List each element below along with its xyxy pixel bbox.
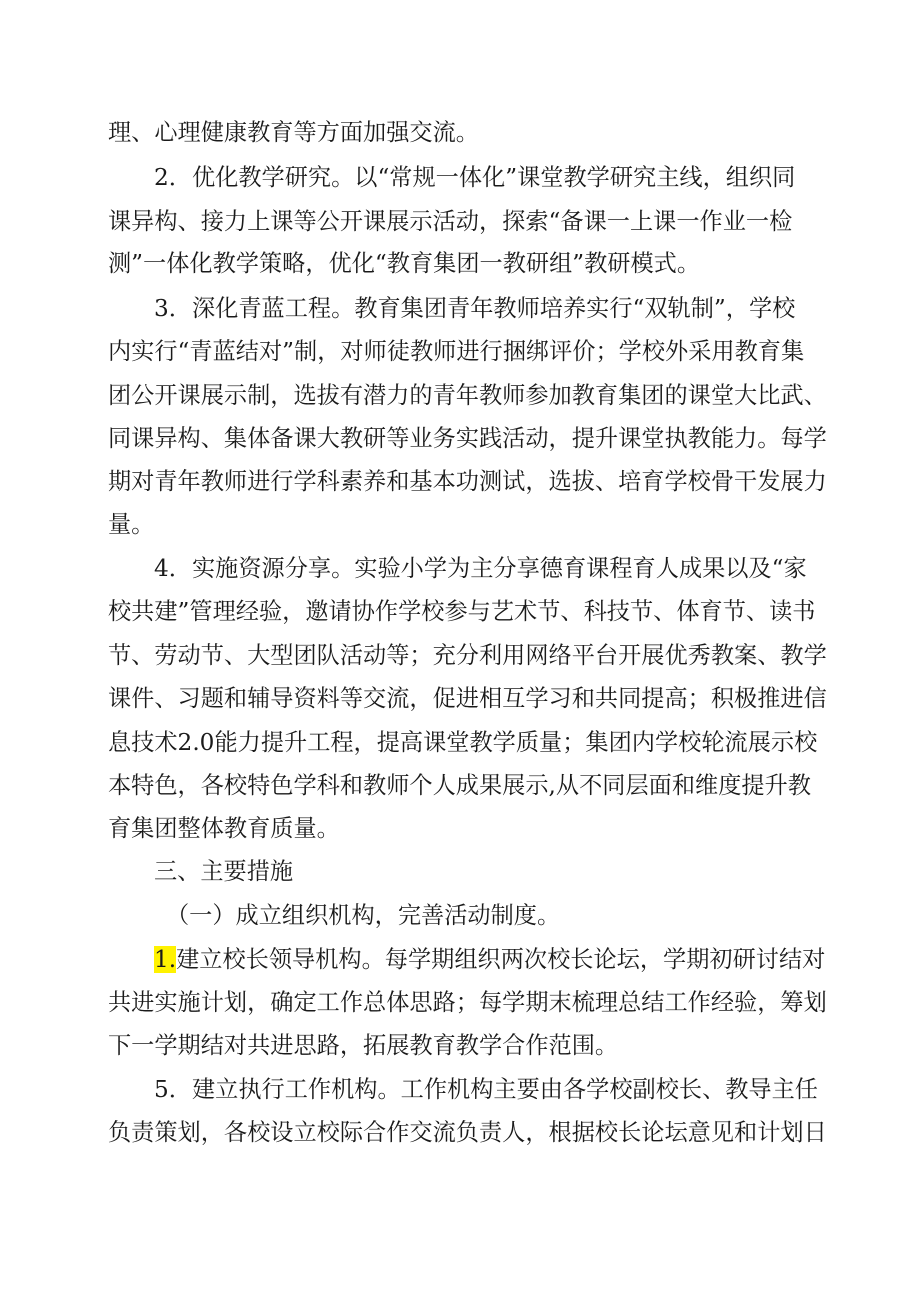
text-line: 4．实施资源分享。实验小学为主分享德育课程育人成果以及“家	[154, 555, 807, 582]
text-line: 同课异构、集体备课大教研等业务实践活动，提升课堂执教能力。每学	[108, 425, 827, 452]
text-line: 育集团整体教育质量。	[108, 815, 340, 842]
text-line: 共进实施计划，确定工作总体思路；每学期末梳理总结工作经验，筹划	[108, 989, 827, 1016]
text-line: 校共建”管理经验，邀请协作学校参与艺术节、科技节、体育节、读书	[108, 598, 816, 625]
text-line: 课异构、接力上课等公开课展示活动，探索“备课一上课一作业一检	[108, 208, 793, 235]
text-line: 课件、习题和辅导资料等交流，促进相互学习和共同提高；积极推进信	[108, 685, 827, 712]
highlighted-list-marker: 1.	[154, 946, 177, 973]
text-line: 节、劳动节、大型团队活动等；充分利用网络平台开展优秀教案、教学	[108, 642, 827, 669]
highlighted-paragraph-line	[154, 940, 828, 980]
text-line: 负责策划，各校设立校际合作交流负责人，根据校长论坛意见和计划日	[108, 1119, 827, 1146]
text-line: 测”一体化教学策略，优化“教育集团一教研组”教研模式。	[108, 250, 701, 277]
text-line: 2．优化教学研究。以“常规一体化”课堂教学研究主线，组织同	[154, 164, 796, 191]
text-line: 下一学期结对共进思路，拓展教育教学合作范围。	[108, 1032, 619, 1059]
text-line: 5．建立执行工作机构。工作机构主要由各学校副校长、教导主任	[154, 1076, 818, 1103]
text-line: 内实行“青蓝结对”制，对师徒教师进行捆绑评价；学校外采用教育集	[108, 338, 805, 365]
subsection-heading: （一）成立组织机构，完善活动制度。	[166, 902, 561, 929]
text-line: 理、心理健康教育等方面加强交流。	[108, 119, 479, 146]
text-line: 本特色，各校特色学科和教师个人成果展示,从不同层面和维度提升教	[108, 772, 811, 799]
text-line: 息技术2.0能力提升工程，提高课堂教学质量；集团内学校轮流展示校	[108, 729, 818, 756]
text-line: 3．深化青蓝工程。教育集团青年教师培养实行“双轨制”，学校	[154, 295, 796, 322]
text-line: 期对青年教师进行学科素养和基本功测试，选拔、培育学校骨干发展力	[108, 468, 827, 495]
text-line-rest: 建立校长领导机构。每学期组织两次校长论坛，学期初研讨结对	[176, 946, 826, 973]
section-heading: 三、主要措施	[154, 858, 294, 885]
text-line: 团公开课展示制，选拔有潜力的青年教师参加教育集团的课堂大比武、	[108, 382, 827, 409]
text-line: 量。	[108, 511, 155, 538]
